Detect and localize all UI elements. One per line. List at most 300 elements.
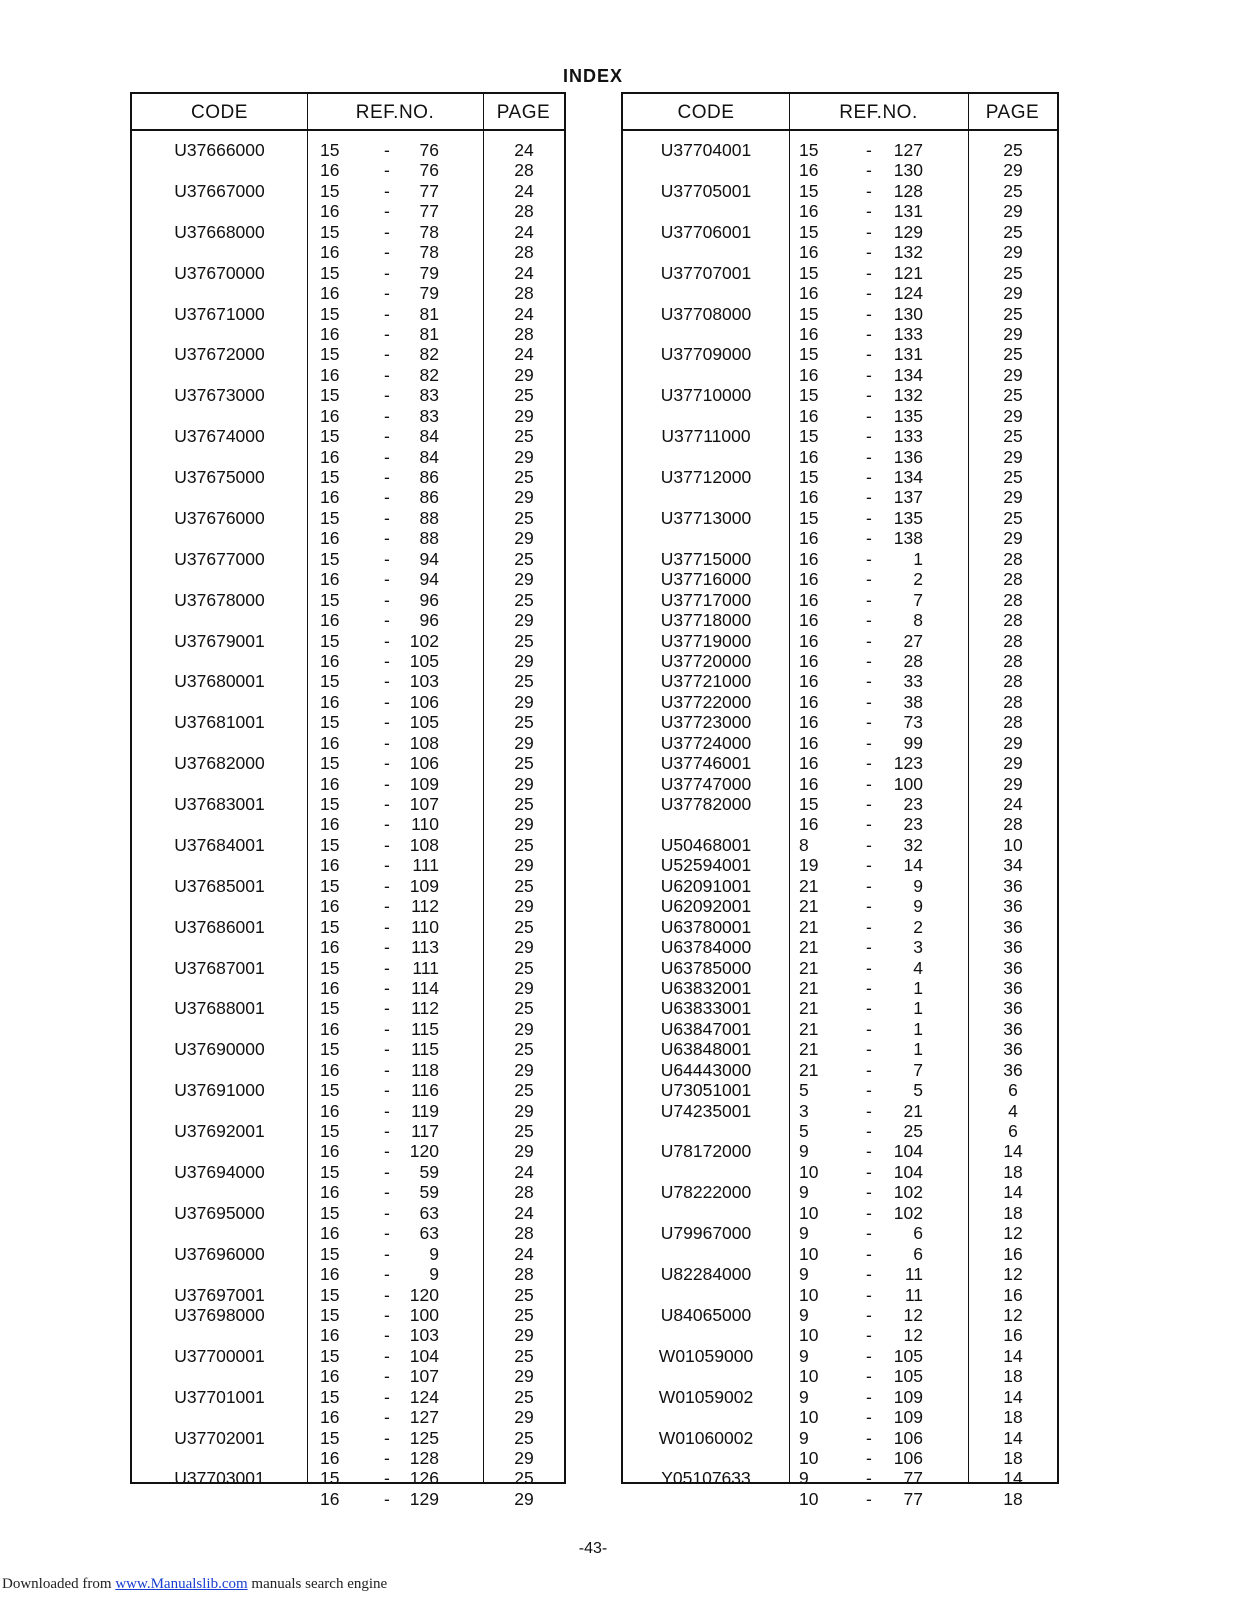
page-cell: 28 — [1003, 671, 1023, 692]
ref-group-cell: 15 — [320, 753, 340, 774]
ref-group-cell: 15 — [320, 1161, 340, 1182]
ref-group-cell: 16 — [320, 1264, 340, 1285]
page-cell: 12 — [1003, 1304, 1023, 1325]
page-cell: 25 — [514, 1284, 534, 1305]
ref-dash: - — [866, 1059, 872, 1080]
ref-group-cell: 9 — [799, 1386, 809, 1407]
ref-item-cell: 130 — [893, 160, 923, 181]
code-cell: U37686001 — [174, 916, 265, 937]
table-row — [132, 140, 564, 160]
ref-item-cell: 105 — [409, 650, 439, 671]
page-cell: 24 — [514, 180, 534, 201]
ref-dash: - — [866, 1202, 872, 1223]
page-cell: 25 — [1003, 180, 1023, 201]
table-row — [623, 569, 1057, 589]
page-cell: 16 — [1003, 1284, 1023, 1305]
ref-item-cell: 9 — [429, 1243, 439, 1264]
page-cell: 25 — [514, 1468, 534, 1489]
table-row — [623, 1407, 1057, 1427]
ref-dash: - — [866, 1345, 872, 1366]
footer-link[interactable]: www.Manualslib.com — [115, 1576, 248, 1592]
ref-item-cell: 63 — [419, 1223, 439, 1244]
ref-item-cell: 6 — [913, 1223, 923, 1244]
ref-group-cell: 10 — [799, 1325, 819, 1346]
table-row — [623, 508, 1057, 528]
ref-group-cell: 21 — [799, 896, 819, 917]
ref-dash: - — [384, 385, 390, 406]
ref-item-cell: 124 — [409, 1386, 439, 1407]
ref-dash: - — [866, 957, 872, 978]
page-cell: 25 — [514, 548, 534, 569]
ref-item-cell: 108 — [409, 834, 439, 855]
ref-item-cell: 111 — [412, 855, 439, 876]
table-row — [132, 1080, 564, 1100]
page-cell: 28 — [514, 1182, 534, 1203]
ref-dash: - — [866, 344, 872, 365]
table-row — [132, 978, 564, 998]
page-cell: 25 — [514, 794, 534, 814]
ref-group-cell: 15 — [320, 1039, 340, 1060]
ref-group-cell: 16 — [320, 160, 340, 181]
ref-item-cell: 105 — [893, 1345, 923, 1366]
page-cell: 6 — [1008, 1080, 1018, 1101]
ref-dash: - — [866, 875, 872, 896]
ref-group-cell: 16 — [320, 937, 340, 958]
table-row — [623, 406, 1057, 426]
ref-group-cell: 15 — [799, 385, 819, 406]
ref-dash: - — [384, 1161, 390, 1182]
ref-group-cell: 16 — [320, 650, 340, 671]
page-cell: 29 — [514, 1059, 534, 1080]
ref-dash: - — [866, 1141, 872, 1162]
ref-dash: - — [384, 569, 390, 590]
ref-group-cell: 15 — [799, 507, 819, 528]
ref-dash: - — [384, 732, 390, 753]
ref-group-cell: 15 — [320, 834, 340, 855]
ref-dash: - — [866, 405, 872, 426]
ref-group-cell: 16 — [799, 405, 819, 426]
page-cell: 24 — [514, 1243, 534, 1264]
page-cell: 18 — [1003, 1407, 1023, 1428]
page-cell: 28 — [1003, 712, 1023, 733]
table-row — [623, 1428, 1057, 1448]
table-row — [132, 1468, 564, 1488]
page-cell: 29 — [1003, 201, 1023, 222]
ref-item-cell: 7 — [913, 589, 923, 610]
ref-item-cell: 109 — [893, 1407, 923, 1428]
page-cell: 24 — [514, 344, 534, 365]
ref-group-cell: 16 — [320, 1488, 340, 1509]
page-cell: 29 — [514, 1100, 534, 1121]
ref-item-cell: 109 — [409, 773, 439, 794]
ref-group-cell: 16 — [320, 732, 340, 753]
ref-dash: - — [866, 1223, 872, 1244]
table-row — [623, 896, 1057, 916]
footer-suffix: manuals search engine — [247, 1576, 388, 1592]
ref-item-cell: 116 — [411, 1080, 439, 1101]
ref-dash: - — [384, 1141, 390, 1162]
table-row — [623, 631, 1057, 651]
ref-item-cell: 8 — [913, 610, 923, 631]
page-cell: 25 — [514, 671, 534, 692]
table-row — [132, 1448, 564, 1468]
ref-group-cell: 21 — [799, 957, 819, 978]
ref-dash: - — [384, 1018, 390, 1039]
ref-group-cell: 15 — [799, 221, 819, 242]
table-row — [623, 304, 1057, 324]
code-cell: U37676000 — [174, 507, 265, 528]
table-row — [132, 1325, 564, 1345]
ref-item-cell: 86 — [419, 467, 439, 487]
ref-item-cell: 77 — [419, 201, 439, 222]
ref-item-cell: 103 — [409, 671, 439, 692]
ref-group-cell: 16 — [320, 977, 340, 998]
ref-dash: - — [866, 916, 872, 937]
ref-dash: - — [384, 323, 390, 344]
ref-item-cell: 104 — [893, 1161, 923, 1182]
page-cell: 24 — [514, 262, 534, 283]
table-row — [132, 1060, 564, 1080]
code-cell: U37678000 — [174, 589, 265, 610]
code-cell: U37700001 — [174, 1345, 265, 1366]
table-row — [132, 1121, 564, 1141]
table-row — [132, 160, 564, 180]
ref-group-cell: 16 — [799, 487, 819, 508]
ref-dash: - — [866, 1325, 872, 1346]
ref-dash: - — [384, 691, 390, 712]
table-row — [132, 1264, 564, 1284]
page-cell: 25 — [514, 507, 534, 528]
ref-group-cell: 21 — [799, 998, 819, 1019]
page-cell: 25 — [514, 753, 534, 774]
ref-group-cell: 16 — [799, 160, 819, 181]
ref-group-cell: 15 — [320, 1468, 340, 1489]
table-row — [132, 671, 564, 691]
ref-dash: - — [384, 242, 390, 263]
page-cell: 28 — [1003, 589, 1023, 610]
code-cell: U37684001 — [174, 834, 265, 855]
ref-item-cell: 11 — [904, 1284, 923, 1305]
ref-group-cell: 10 — [799, 1488, 819, 1509]
code-cell: U37708000 — [660, 303, 752, 324]
page-cell: 24 — [514, 221, 534, 242]
ref-item-cell: 125 — [409, 1427, 439, 1448]
ref-group-cell: 10 — [799, 1202, 819, 1223]
page-cell: 29 — [1003, 732, 1023, 753]
ref-item-cell: 120 — [409, 1284, 439, 1305]
ref-dash: - — [384, 753, 390, 774]
page-cell: 36 — [1003, 875, 1023, 896]
ref-item-cell: 102 — [409, 630, 439, 651]
page-cell: 14 — [1003, 1386, 1023, 1407]
ref-item-cell: 6 — [913, 1243, 923, 1264]
code-cell: U37696000 — [174, 1243, 265, 1264]
ref-group-cell: 16 — [320, 773, 340, 794]
ref-group-cell: 16 — [320, 528, 340, 549]
ref-group-cell: 15 — [799, 180, 819, 201]
ref-group-cell: 15 — [320, 916, 340, 937]
ref-group-cell: 21 — [799, 1018, 819, 1039]
code-cell: U37674000 — [174, 426, 265, 447]
ref-group-cell: 9 — [799, 1468, 809, 1489]
table-row — [623, 1387, 1057, 1407]
ref-dash: - — [384, 201, 390, 222]
table-row — [623, 774, 1057, 794]
page-cell: 25 — [1003, 426, 1023, 447]
table-row — [623, 344, 1057, 364]
page-cell: 24 — [1003, 794, 1023, 814]
code-cell: U63848001 — [660, 1039, 752, 1060]
table-row — [623, 937, 1057, 957]
ref-item-cell: 88 — [419, 528, 439, 549]
ref-item-cell: 9 — [913, 875, 923, 896]
ref-group-cell: 16 — [320, 1141, 340, 1162]
code-cell: U37746001 — [660, 753, 752, 774]
ref-group-cell: 16 — [799, 610, 819, 631]
page-cell: 25 — [514, 916, 534, 937]
ref-group-cell: 16 — [799, 753, 819, 774]
code-cell: Y05107633 — [661, 1468, 751, 1489]
ref-item-cell: 131 — [893, 344, 923, 365]
ref-dash: - — [384, 426, 390, 447]
ref-group-cell: 16 — [320, 323, 340, 344]
ref-dash: - — [866, 1243, 872, 1264]
ref-item-cell: 138 — [893, 528, 923, 549]
ref-group-cell: 8 — [799, 834, 809, 855]
table-row — [132, 753, 564, 773]
ref-dash: - — [384, 630, 390, 651]
page-cell: 36 — [1003, 1059, 1023, 1080]
table-row — [132, 1244, 564, 1264]
page-cell: 25 — [514, 957, 534, 978]
ref-item-cell: 117 — [411, 1121, 439, 1141]
ref-item-cell: 96 — [419, 610, 439, 631]
ref-item-cell: 2 — [913, 916, 923, 937]
table-row — [132, 998, 564, 1018]
code-cell: U37675000 — [174, 467, 265, 487]
ref-item-cell: 78 — [419, 242, 439, 263]
ref-dash: - — [866, 1080, 872, 1101]
page-cell: 25 — [514, 1080, 534, 1101]
table-row — [132, 365, 564, 385]
table-row — [132, 1285, 564, 1305]
table-row — [623, 1223, 1057, 1243]
code-cell: U37782000 — [660, 794, 752, 814]
ref-item-cell: 94 — [419, 548, 439, 569]
ref-dash: - — [866, 323, 872, 344]
ref-item-cell: 136 — [893, 446, 923, 467]
page-cell: 29 — [514, 691, 534, 712]
ref-dash: - — [384, 303, 390, 324]
ref-group-cell: 15 — [799, 262, 819, 283]
ref-dash: - — [866, 1121, 872, 1141]
ref-item-cell: 129 — [409, 1488, 439, 1509]
ref-item-cell: 28 — [903, 650, 923, 671]
page-cell: 29 — [514, 405, 534, 426]
ref-group-cell: 15 — [320, 344, 340, 365]
ref-item-cell: 126 — [409, 1468, 439, 1489]
ref-item-cell: 133 — [893, 323, 923, 344]
page-cell: 29 — [514, 364, 534, 385]
table-row — [132, 1366, 564, 1386]
code-cell: U62091001 — [660, 875, 752, 896]
page-cell: 28 — [1003, 569, 1023, 590]
ref-group-cell: 15 — [320, 548, 340, 569]
table-row — [132, 1162, 564, 1182]
page-cell: 18 — [1003, 1161, 1023, 1182]
table-row — [623, 671, 1057, 691]
ref-item-cell: 115 — [411, 1018, 439, 1039]
ref-dash: - — [384, 487, 390, 508]
ref-item-cell: 127 — [893, 140, 923, 160]
ref-group-cell: 10 — [799, 1284, 819, 1305]
page-number: -43- — [578, 1540, 608, 1557]
ref-dash: - — [384, 1100, 390, 1121]
code-cell: U37694000 — [174, 1161, 265, 1182]
ref-group-cell: 15 — [320, 1121, 340, 1141]
page-cell: 16 — [1003, 1243, 1023, 1264]
table-row — [132, 324, 564, 344]
page-cell: 29 — [514, 1366, 534, 1387]
table-row — [132, 263, 564, 283]
table-row — [132, 876, 564, 896]
ref-dash: - — [384, 1366, 390, 1387]
ref-dash: - — [866, 221, 872, 242]
ref-group-cell: 16 — [799, 732, 819, 753]
page-cell: 25 — [514, 1039, 534, 1060]
table-row — [132, 1203, 564, 1223]
page-cell: 25 — [1003, 385, 1023, 406]
ref-dash: - — [384, 221, 390, 242]
ref-item-cell: 106 — [409, 691, 439, 712]
table-row — [132, 487, 564, 507]
page-cell: 28 — [514, 160, 534, 181]
table-row — [623, 324, 1057, 344]
page-cell: 28 — [1003, 630, 1023, 651]
ref-group-cell: 9 — [799, 1345, 809, 1366]
ref-group-cell: 15 — [799, 140, 819, 160]
ref-item-cell: 33 — [903, 671, 923, 692]
ref-group-cell: 15 — [320, 262, 340, 283]
ref-dash: - — [866, 650, 872, 671]
ref-dash: - — [866, 1284, 872, 1305]
ref-item-cell: 79 — [419, 262, 439, 283]
ref-group-cell: 21 — [799, 937, 819, 958]
table-row — [132, 590, 564, 610]
page-cell: 18 — [1003, 1488, 1023, 1509]
ref-group-cell: 16 — [320, 691, 340, 712]
ref-dash: - — [384, 1182, 390, 1203]
ref-group-cell: 16 — [320, 487, 340, 508]
ref-group-cell: 10 — [799, 1161, 819, 1182]
page-cell: 29 — [1003, 323, 1023, 344]
table-row — [132, 1489, 564, 1509]
ref-item-cell: 21 — [903, 1100, 923, 1121]
page-cell: 29 — [514, 1488, 534, 1509]
ref-dash: - — [384, 507, 390, 528]
page-cell: 29 — [1003, 528, 1023, 549]
page-cell: 25 — [514, 1427, 534, 1448]
ref-item-cell: 14 — [903, 855, 923, 876]
ref-dash: - — [384, 467, 390, 487]
ref-item-cell: 1 — [913, 1039, 923, 1060]
code-cell: U37723000 — [660, 712, 752, 733]
page-cell: 29 — [514, 1018, 534, 1039]
ref-dash: - — [384, 1264, 390, 1285]
ref-dash: - — [866, 467, 872, 487]
ref-group-cell: 9 — [799, 1182, 809, 1203]
ref-dash: - — [384, 528, 390, 549]
table-row — [623, 549, 1057, 569]
table-row — [132, 774, 564, 794]
code-cell: U37697001 — [174, 1284, 265, 1305]
ref-dash: - — [866, 773, 872, 794]
page-cell: 29 — [514, 650, 534, 671]
ref-item-cell: 109 — [893, 1386, 923, 1407]
ref-group-cell: 21 — [799, 1059, 819, 1080]
ref-dash: - — [384, 773, 390, 794]
code-cell: U37711000 — [661, 426, 751, 447]
page-cell: 36 — [1003, 896, 1023, 917]
code-cell: U37707001 — [660, 262, 752, 283]
page-cell: 12 — [1003, 1223, 1023, 1244]
ref-group-cell: 3 — [799, 1100, 809, 1121]
table-row — [623, 487, 1057, 507]
code-cell: U37670000 — [174, 262, 265, 283]
table-row — [132, 610, 564, 630]
ref-item-cell: 94 — [419, 569, 439, 590]
ref-group-cell: 21 — [799, 977, 819, 998]
code-cell: U37703001 — [174, 1468, 265, 1489]
code-cell: U63847001 — [660, 1018, 752, 1039]
ref-item-cell: 100 — [893, 773, 923, 794]
ref-dash: - — [384, 262, 390, 283]
ref-dash: - — [384, 712, 390, 733]
ref-group-cell: 9 — [799, 1304, 809, 1325]
ref-item-cell: 82 — [419, 344, 439, 365]
table-row — [623, 1468, 1057, 1488]
header-code: CODE — [191, 102, 248, 123]
ref-item-cell: 100 — [409, 1304, 439, 1325]
code-cell: U37719000 — [660, 630, 752, 651]
ref-group-cell: 5 — [799, 1121, 809, 1141]
ref-group-cell: 21 — [799, 875, 819, 896]
code-cell: U73051001 — [660, 1080, 752, 1101]
code-cell: U37702001 — [174, 1427, 265, 1448]
table-row — [623, 794, 1057, 814]
page-cell: 24 — [514, 1161, 534, 1182]
code-cell: U74235001 — [660, 1100, 752, 1121]
ref-item-cell: 82 — [419, 364, 439, 385]
ref-group-cell: 16 — [320, 1018, 340, 1039]
code-cell: U79967000 — [660, 1223, 752, 1244]
code-cell: U37709000 — [660, 344, 752, 365]
ref-group-cell: 16 — [320, 364, 340, 385]
code-cell: W01059000 — [658, 1345, 754, 1366]
table-row — [623, 365, 1057, 385]
table-row — [623, 978, 1057, 998]
table-row — [623, 1264, 1057, 1284]
table-row — [132, 426, 564, 446]
header-page: PAGE — [985, 102, 1040, 123]
ref-item-cell: 1 — [913, 977, 923, 998]
page-cell: 28 — [1003, 650, 1023, 671]
page-cell: 25 — [514, 630, 534, 651]
ref-dash: - — [866, 1182, 872, 1203]
table-row — [623, 958, 1057, 978]
ref-dash: - — [866, 364, 872, 385]
page-cell: 4 — [1008, 1100, 1018, 1121]
